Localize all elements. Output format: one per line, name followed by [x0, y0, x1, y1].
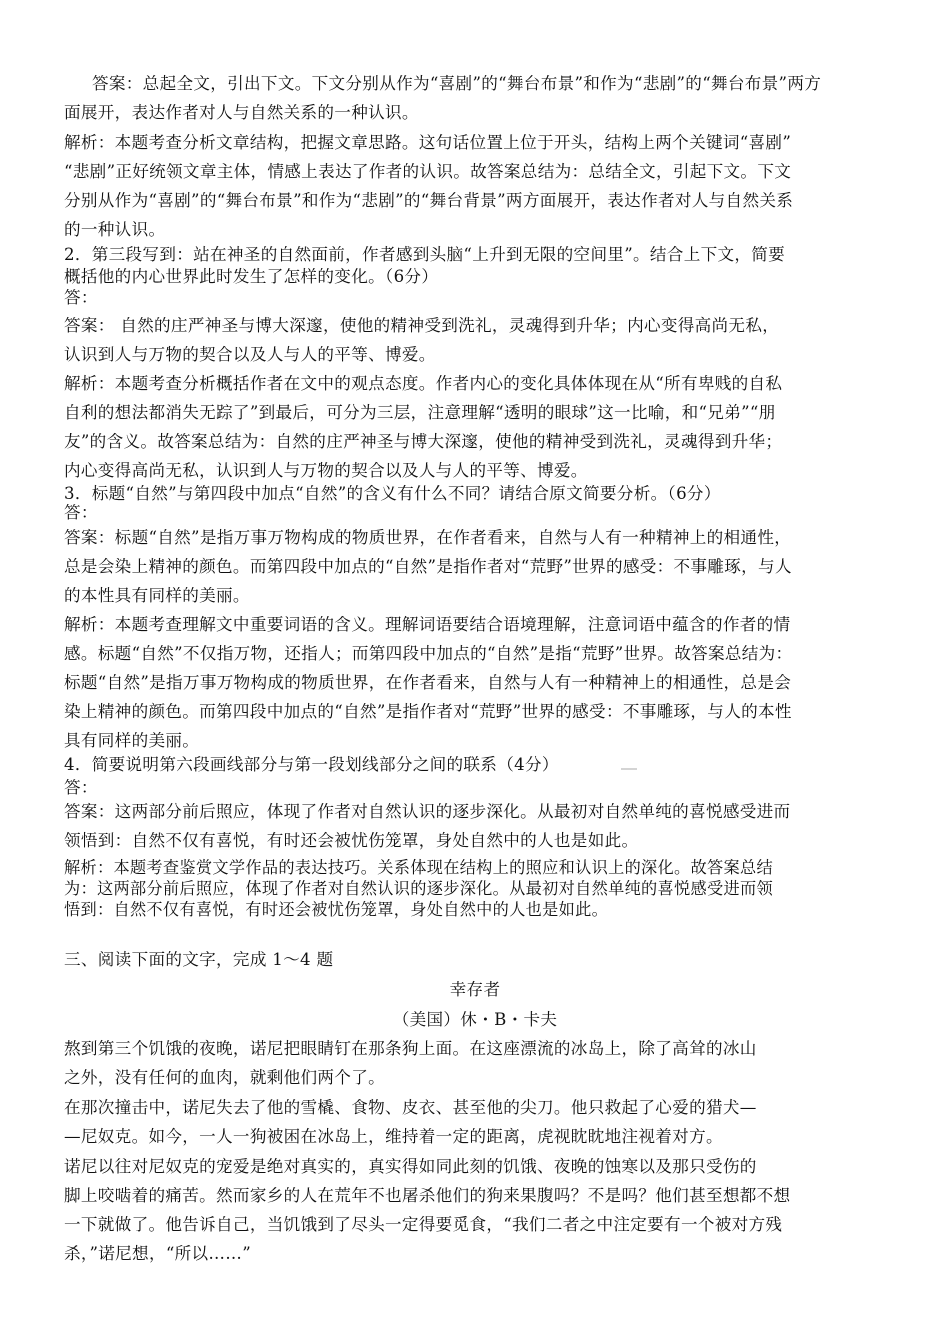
- q2-analysis-line-2: 自利的想法都消失无踪了”到最后，可分为三层，注意理解“透明的眼球”这一比喻，和“兄弟”“朋: [64, 403, 776, 422]
- q2-analysis-line-4: 内心变得高尚无私，认识到人与万物的契合以及人与人的平等、博爱。: [64, 461, 588, 480]
- q1-answer-line-1: 答案：总起全文，引出下文。下文分别从作为“喜剧”的“舞台布景”和作为“悲剧”的“舞台布景”两方: [92, 74, 822, 93]
- q2-da-label: 答：: [64, 288, 98, 307]
- q4-question-line-1: 4．简要说明第六段画线部分与第一段划线部分之间的联系（4分）: [64, 755, 559, 774]
- q1-analysis-line-1: 解析：本题考查分析文章结构，把握文章思路。这句话位置上位于开头，结构上两个关键词“喜剧”: [64, 133, 792, 152]
- q2-question-line-1: 2．第三段写到：站在神圣的自然面前，作者感到头脑“上升到无限的空间里”。结合上下文，简要: [64, 245, 786, 264]
- q2-analysis-line-1: 解析：本题考查分析概括作者在文中的观点态度。作者内心的变化具体体现在从“所有卑贱的自私: [64, 374, 783, 393]
- q2-analysis-line-3: 友”的含义。故答案总结为：自然的庄严神圣与博大深邃，使他的精神受到洗礼，灵魂得到升华；: [64, 432, 783, 451]
- q3-answer-line-3: 的本性具有同样的美丽。: [64, 586, 250, 605]
- q1-analysis-line-2: “悲剧”正好统领文章主体，情感上表达了作者的认识。故答案总结为：总结全文，引起下文。下文: [64, 162, 792, 181]
- story-title: 幸存者: [449, 980, 501, 999]
- q3-analysis-line-2: 感。标题“自然”不仅指万物，还指人；而第四段中加点的“自然”是指“荒野”世界。故答案总结为：: [64, 644, 793, 663]
- q2-answer-line-1: 答案： 自然的庄严神圣与博大深邃，使他的精神受到洗礼，灵魂得到升华；内心变得高尚无私，: [64, 316, 780, 335]
- story-paragraph-2-line-2: —尼奴克。如今，一人一狗被困在冰岛上，维持着一定的距离，虎视眈眈地注视着对方。: [64, 1127, 723, 1146]
- q4-analysis-line-1: 解析：本题考查鉴赏文学作品的表达技巧。关系体现在结构上的照应和认识上的深化。故答案总结: [64, 858, 773, 877]
- q4-answer-line-2: 领悟到：自然不仅有喜悦，有时还会被忧伤笼罩，身处自然中的人也是如此。: [64, 831, 639, 850]
- section3-heading: 三、阅读下面的文字，完成 1～4 题: [64, 950, 334, 969]
- story-paragraph-3-line-4: 杀，”诺尼想，“所以……”: [64, 1244, 251, 1263]
- story-paragraph-3-line-2: 脚上咬啮着的痛苦。然而家乡的人在荒年不也屠杀他们的狗来果腹吗？不是吗？他们甚至想都不想: [64, 1186, 791, 1205]
- story-author: （美国）休・B・卡夫: [392, 1010, 558, 1029]
- faint-underline-mark: [621, 768, 637, 770]
- q2-answer-line-2: 认识到人与万物的契合以及人与人的平等、博爱。: [64, 345, 436, 364]
- q3-answer-line-2: 总是会染上精神的颜色。而第四段中加点的“自然”是指作者对“荒野”世界的感受：不事雕琢，与人: [64, 557, 792, 576]
- q4-analysis-line-3: 悟到：自然不仅有喜悦，有时还会被忧伤笼罩，身处自然中的人也是如此。: [64, 900, 609, 919]
- q3-answer-line-1: 答案：标题“自然”是指万事万物构成的物质世界，在作者看来，自然与人有一种精神上的相通性，: [64, 528, 792, 547]
- story-paragraph-2-line-1: 在那次撞击中，诺尼失去了他的雪橇、食物、皮衣、甚至他的尖刀。他只救起了心爱的猎犬—: [64, 1098, 757, 1117]
- story-paragraph-1-line-1: 熬到第三个饥饿的夜晚，诺尼把眼睛钉在那条狗上面。在这座漂流的冰岛上，除了高耸的冰山: [64, 1039, 757, 1058]
- q2-question-line-2: 概括他的内心世界此时发生了怎样的变化。（6分）: [64, 267, 439, 286]
- q3-analysis-line-3: 标题“自然”是指万事万物构成的物质世界，在作者看来，自然与人有一种精神上的相通性，总是会: [64, 673, 792, 692]
- q4-analysis-line-2: 为：这两部分前后照应，体现了作者对自然认识的逐步深化。从最初对自然单纯的喜悦感受进而领: [64, 879, 773, 898]
- q1-analysis-line-4: 的一种认识。: [64, 220, 166, 239]
- story-paragraph-3-line-1: 诺尼以往对尼奴克的宠爱是绝对真实的，真实得如同此刻的饥饿、夜晚的蚀寒以及那只受伤的: [64, 1157, 757, 1176]
- q3-analysis-line-4: 染上精神的颜色。而第四段中加点的“自然”是指作者对“荒野”世界的感受：不事雕琢，与人的本性: [64, 702, 792, 721]
- q3-analysis-line-1: 解析：本题考查理解文中重要词语的含义。理解词语要结合语境理解，注意词语中蕴含的作者的情: [64, 615, 791, 634]
- q4-da-label: 答：: [64, 778, 98, 797]
- q1-answer-line-2: 面展开，表达作者对人与自然关系的一种认识。: [64, 103, 419, 122]
- story-paragraph-3-line-3: 一下就做了。他告诉自己，当饥饿到了尽头一定得要觅食，“我们二者之中注定要有一个被对方残: [64, 1215, 783, 1234]
- story-paragraph-1-line-2: 之外，没有任何的血肉，就剩他们两个了。: [64, 1068, 385, 1087]
- q1-analysis-line-3: 分别从作为“喜剧”的“舞台布景”和作为“悲剧”的“舞台背景”两方面展开，表达作者对人与自然关系: [64, 191, 794, 210]
- q4-answer-line-1: 答案：这两部分前后照应，体现了作者对自然认识的逐步深化。从最初对自然单纯的喜悦感受进而: [64, 802, 791, 821]
- q3-analysis-line-5: 具有同样的美丽。: [64, 731, 200, 750]
- q3-question-line-1: 3．标题“自然”与第四段中加点“自然”的含义有什么不同？请结合原文简要分析。（6分）: [64, 484, 721, 503]
- q3-da-label: 答：: [64, 503, 98, 522]
